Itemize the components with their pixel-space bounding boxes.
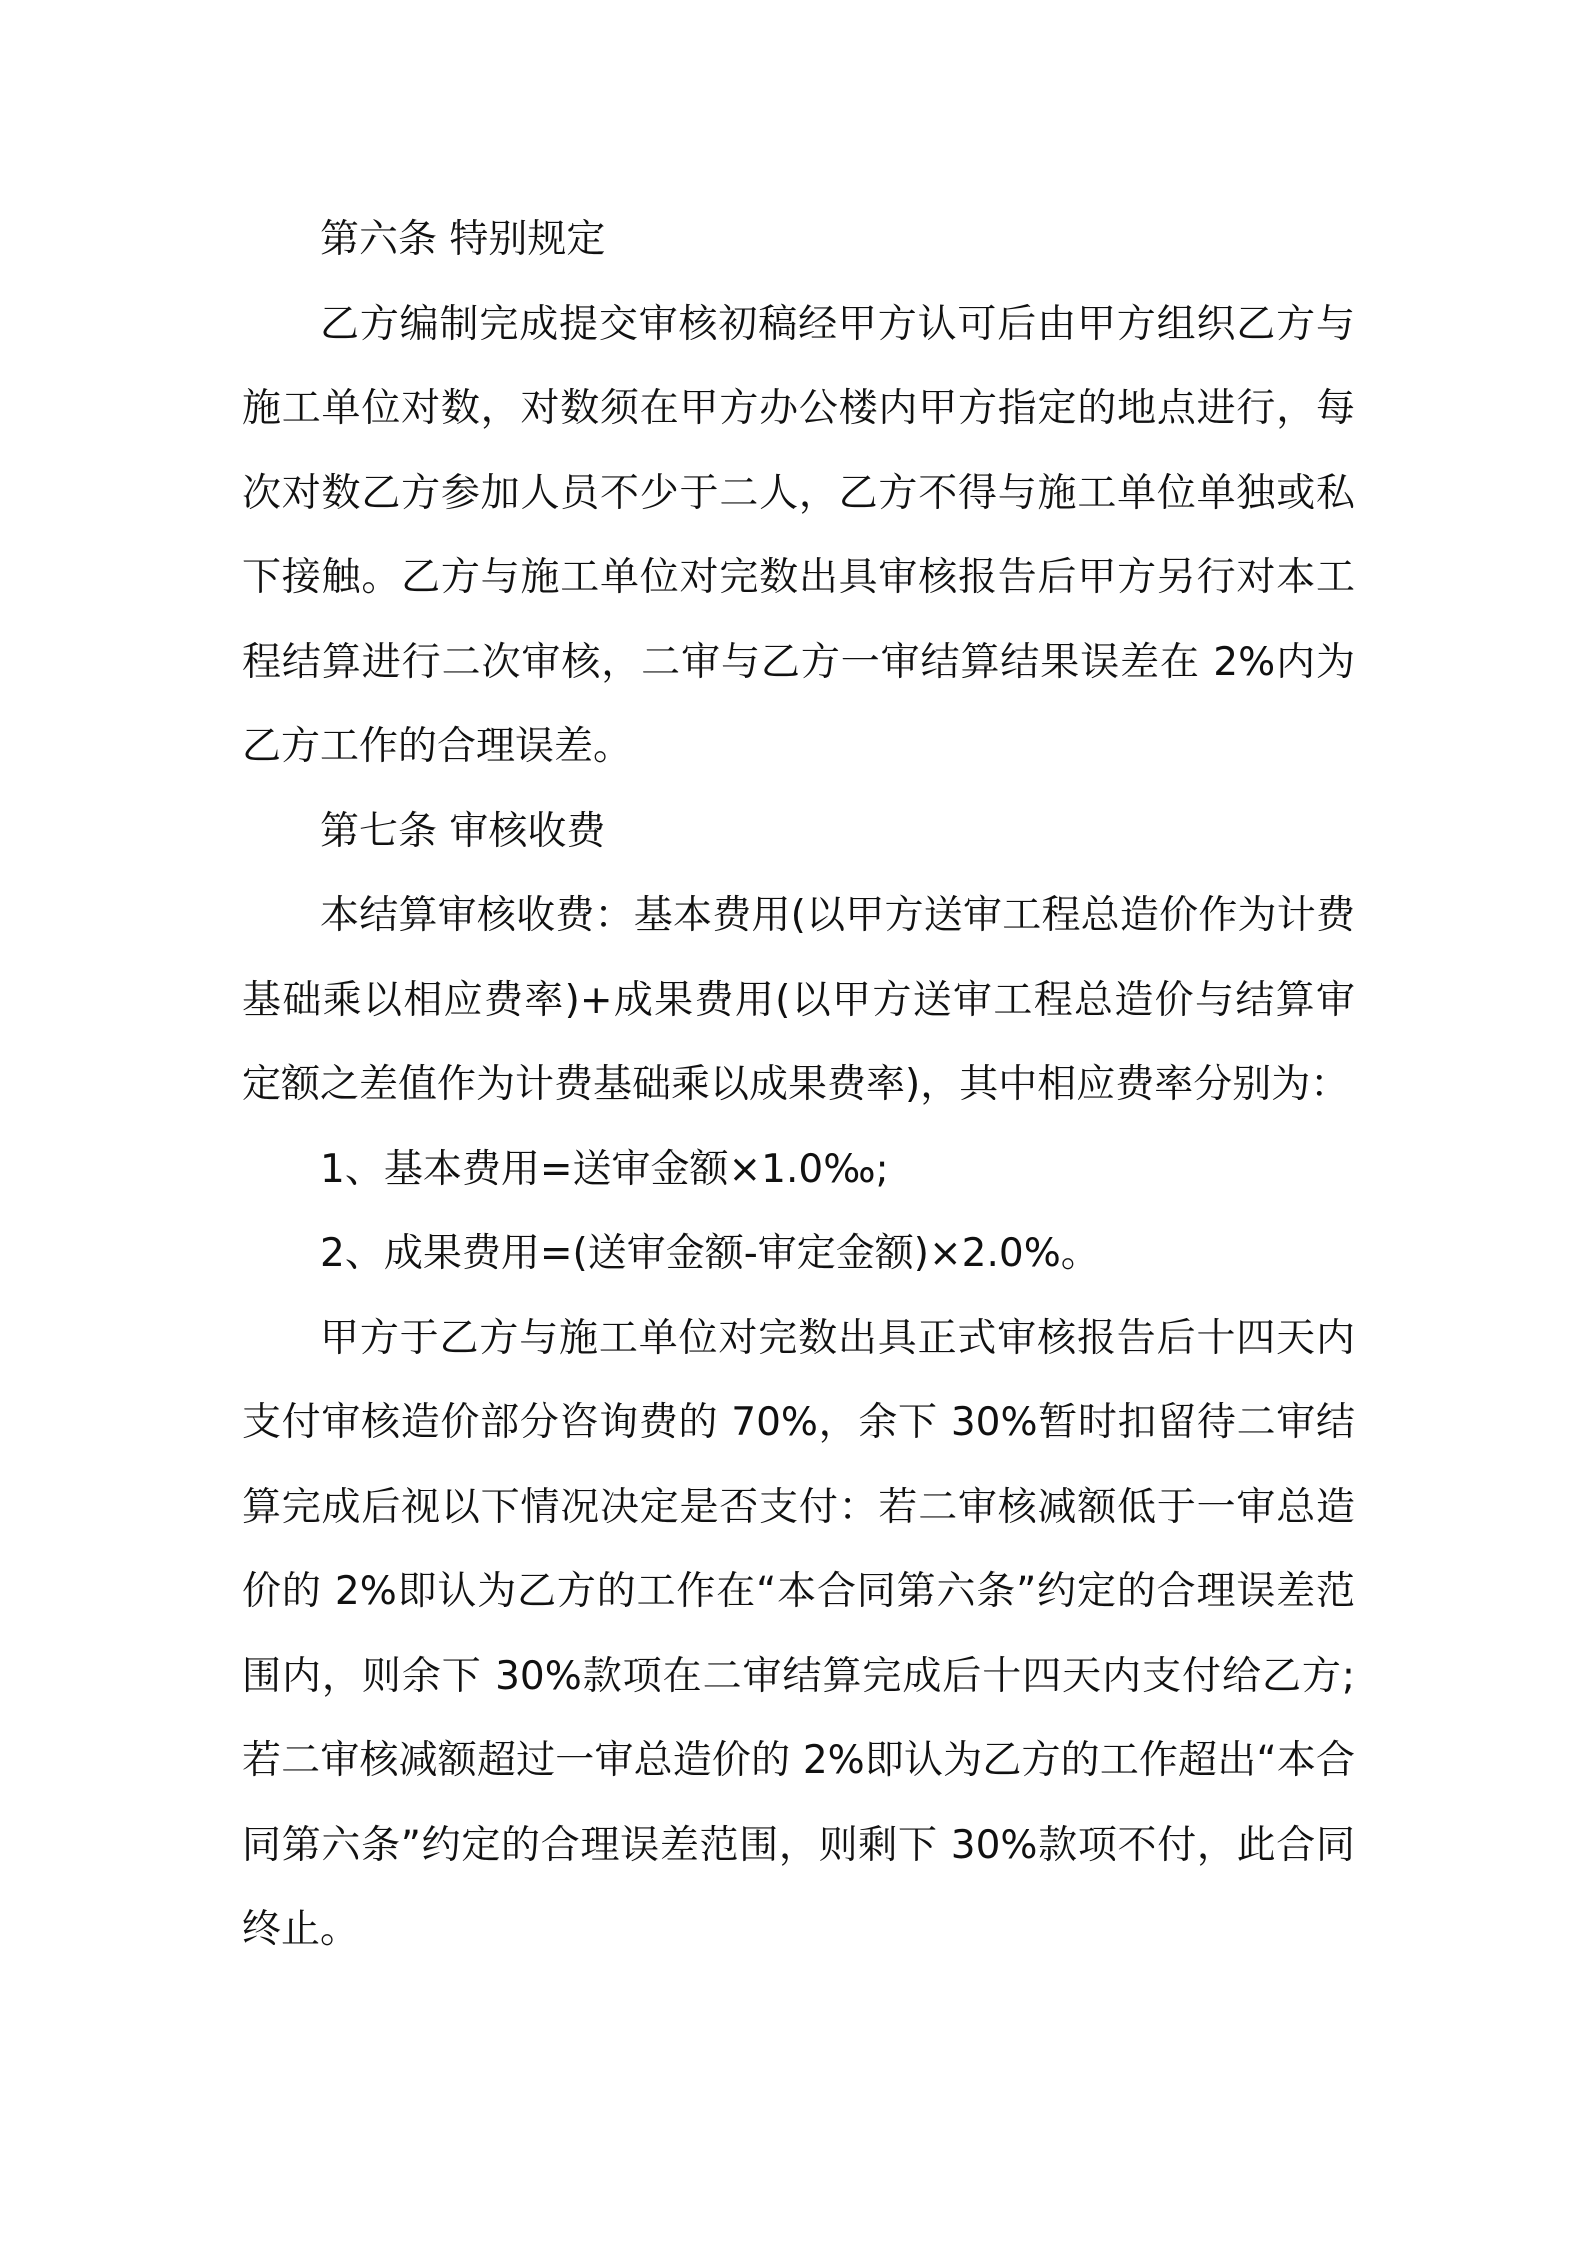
article-6-heading: 第六条 特别规定 [320, 217, 606, 262]
article-6-body: 乙方编制完成提交审核初稿经甲方认可后由甲方组织乙方与施工单位对数，对数须在甲方办公楼内甲方指定的地点进行，每次对数乙方参加人员不少于二人，乙方不得与施工单位单独或私下接触。乙方与施工单位对完数出具审核报告后甲方另行对本工程结算进行二次审核，二审与乙方一审结算结果误差在 2%内为乙方工作的合理误差。 [242, 301, 1355, 769]
article-7-fee-intro: 本结算审核收费：基本费用(以甲方送审工程总造价作为计费基础乘以相应费率)+成果费用(以甲方送审工程总造价与结算审定额之差值作为计费基础乘以成果费率)，其中相应费率分别为： [242, 893, 1355, 1107]
document-body [242, 198, 1355, 1973]
article-7-heading: 第七条 审核收费 [320, 808, 606, 854]
fee-item-basic: 1、基本费用=送审金额×1.0‰; [320, 1146, 889, 1192]
fee-item-result: 2、成果费用=(送审金额-审定金额)×2.0%。 [320, 1231, 1100, 1276]
payment-terms-paragraph: 甲方于乙方与施工单位对完数出具正式审核报告后十四天内支付审核造价部分咨询费的 70%，余下 30%暂时扣留待二审结算完成后视以下情况决定是否支付：若二审核减额低于一审总造价的 2%即认为乙方的工作在“本合同第六条”约定的合理误差范围内，则余下 30%款项在二审结算完成后十四天内支付给乙方;若二审核减额超过一审总造价的 2%即认为乙方的工作超出“本合同第六条”约定的合理误差范围，则剩下 30%款项不付，此合同终止。 [242, 1315, 1355, 1952]
